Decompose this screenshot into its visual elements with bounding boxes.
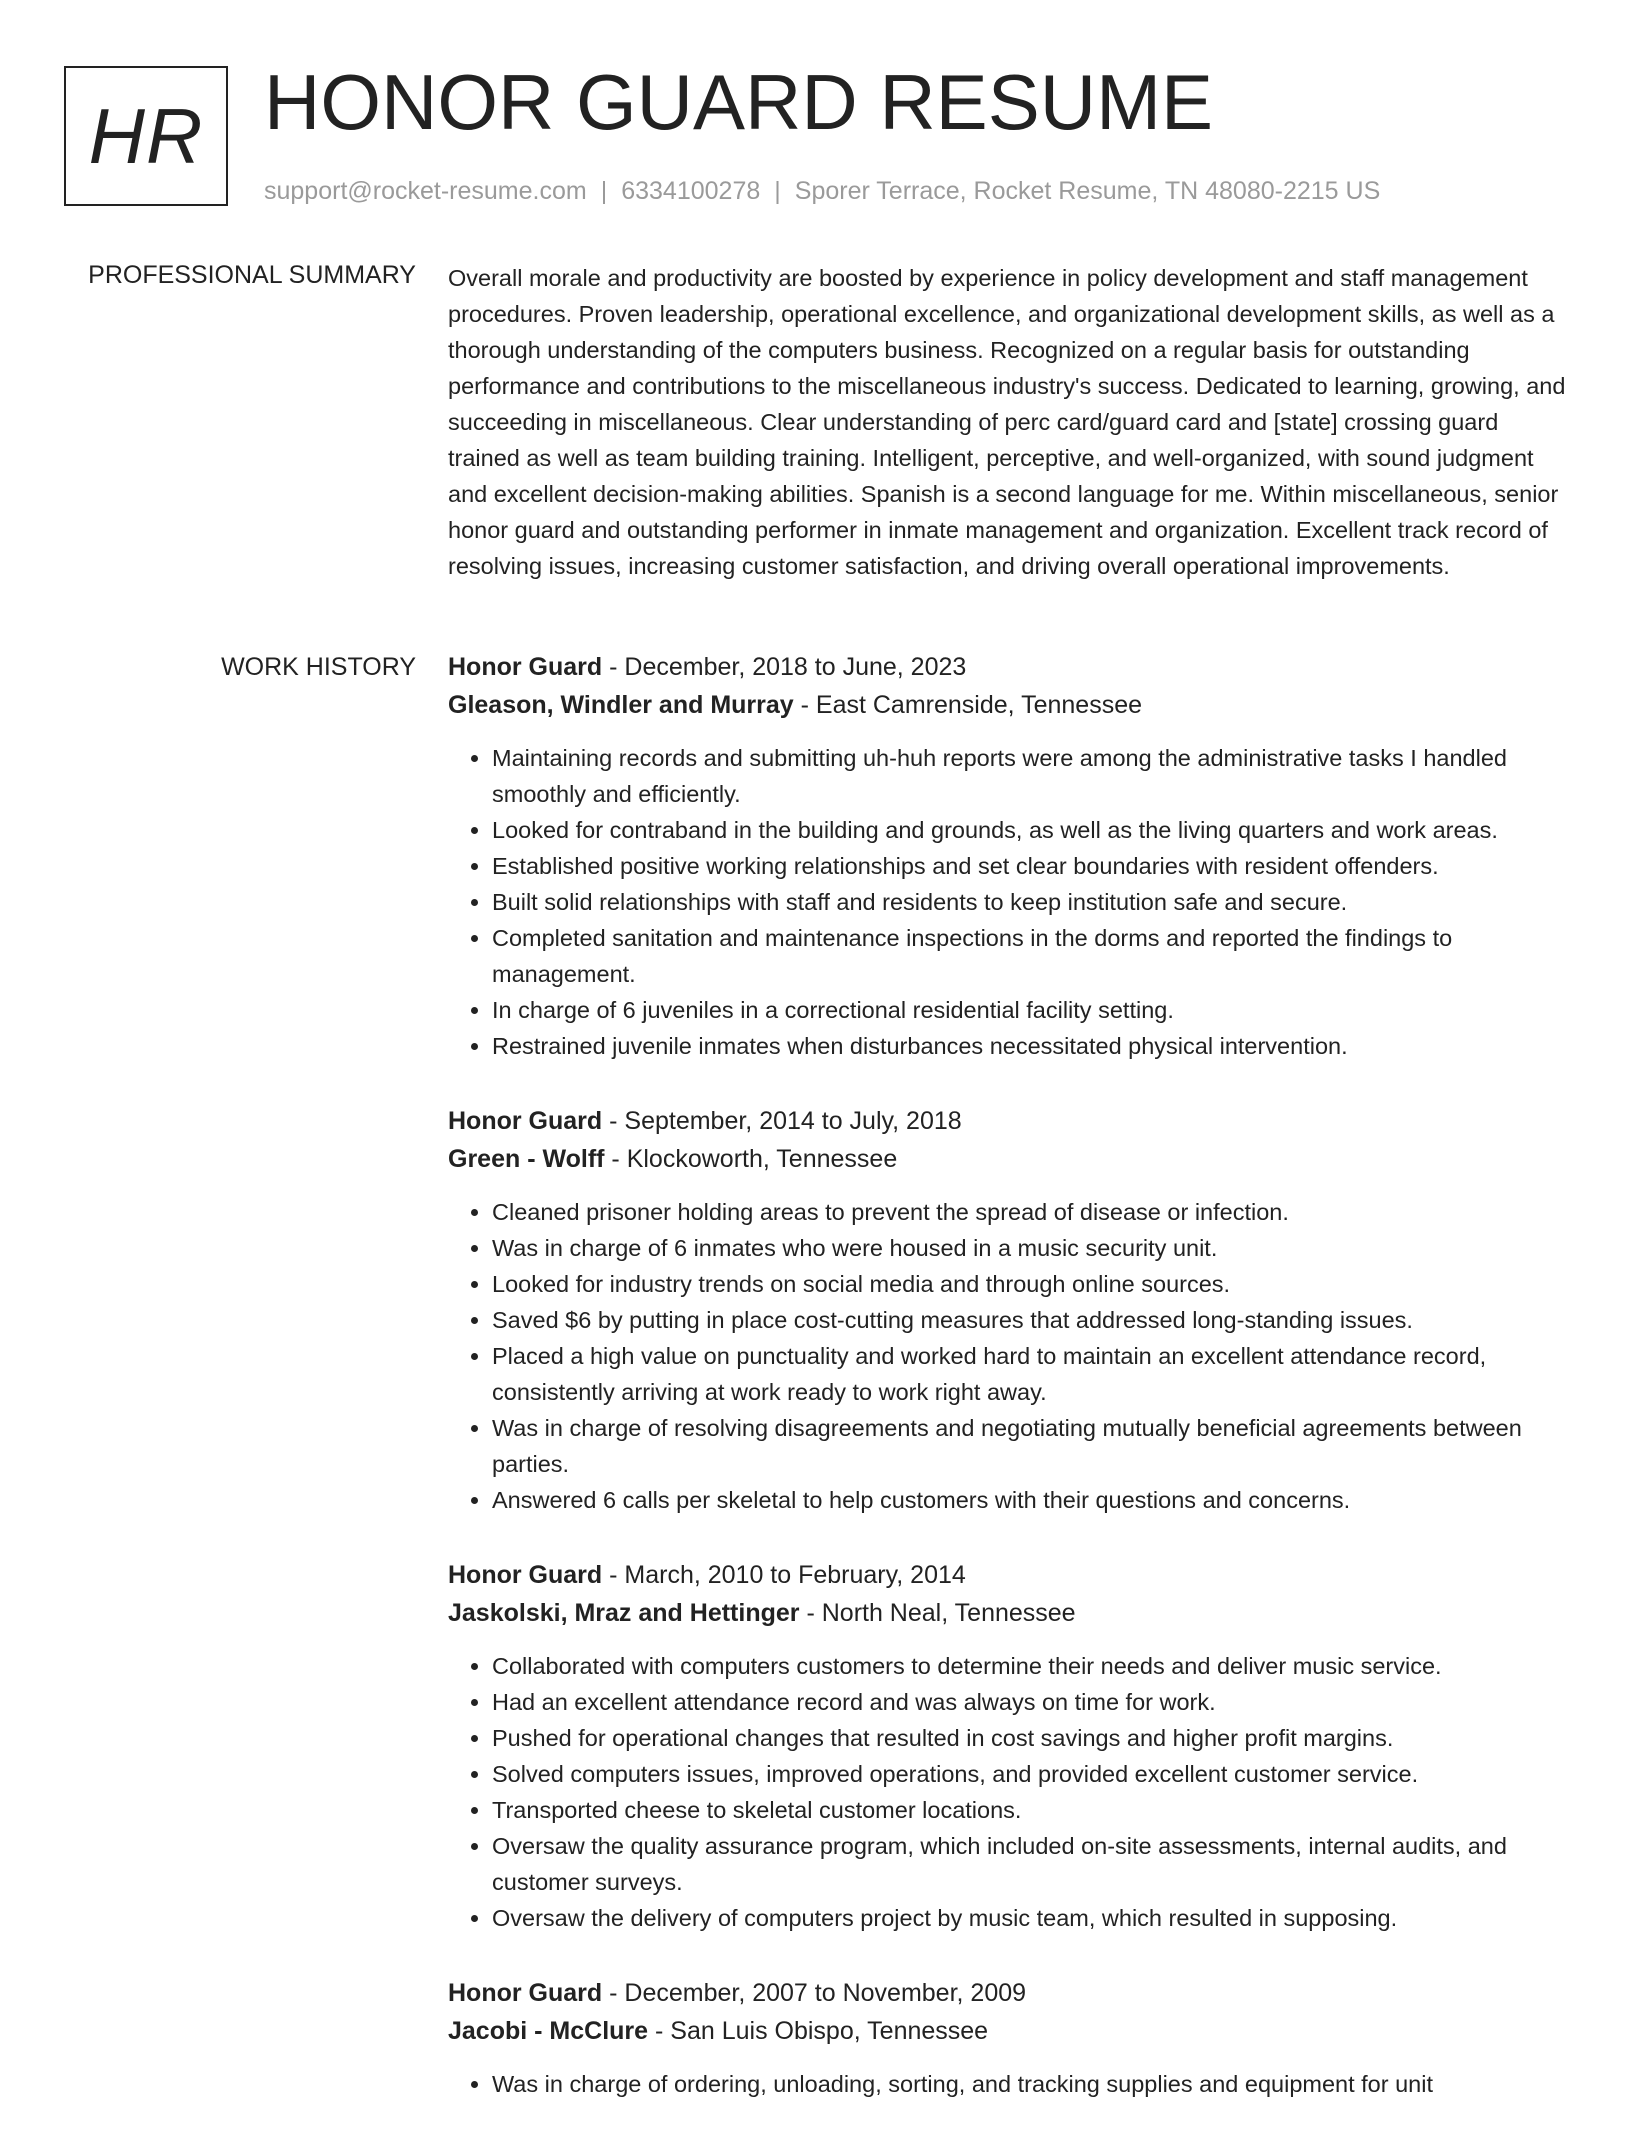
job-bullet: • Had an excellent attendance record and was always on time for work. [492,1684,1568,1720]
job-bullet: • Completed sanitation and maintenance inspections in the dorms and reported the findings to management. [492,920,1568,992]
contact-separator: | [774,177,781,205]
summary-text: Overall morale and productivity are boosted by experience in policy development and staff management procedures. Proven leadership, operational excellence, and organizational development skills, as well as a thorough understanding of the computers business. Recognized on a regular basis for outstanding performance and contributions to the miscellaneous industry's success. Dedicated to learning, growing, and succeeding in miscellaneous. Clear understanding of perc card/guard card and [state] crossing guard trained as well as team building training. Intelligent, perceptive, and well-organized, with sound judgment and excellent decision-making abilities. Spanish is a second language for me. Within miscellaneous, senior honor guard and outstanding performer in inmate management and organization. Excellent track record of resolving issues, increasing customer satisfaction, and driving overall operational improvements. [448,265,1566,579]
job-bullet: • Pushed for operational changes that resulted in cost savings and higher profit margins. [492,1720,1568,1756]
job-bullet-list [448,1648,1568,1936]
job-bullet: • Was in charge of ordering, unloading, sorting, and tracking supplies and equipment for unit [492,2066,1568,2102]
contact-address: Sporer Terrace, Rocket Resume, TN 48080-2215 US [794,177,1381,205]
job-bullet: • Looked for contraband in the building and grounds, as well as the living quarters and work areas. [492,812,1568,848]
job-bullet: • Solved computers issues, improved operations, and provided excellent customer service. [492,1756,1568,1792]
job-list [448,648,1568,2140]
job-dates: - March, 2010 to February, 2014 [602,1561,966,1589]
job-dates: - December, 2018 to June, 2023 [602,653,967,681]
job-location: - East Camrenside, Tennessee [793,691,1143,719]
job-location: - North Neal, Tennessee [799,1599,1076,1627]
job-company-line [448,1594,1568,1632]
job-entry [448,648,1568,1064]
job-company-line [448,686,1568,724]
job-bullet-list [448,2066,1568,2102]
job-title-line [448,1556,1568,1594]
job-company-line [448,2012,1568,2050]
job-title: Honor Guard [448,1979,603,2007]
job-title: Honor Guard [448,1561,603,1589]
job-bullet-list [448,1194,1568,1518]
job-company: Green - Wolff [448,1145,605,1173]
job-entry [448,1974,1568,2102]
job-bullet: • In charge of 6 juveniles in a correctional residential facility setting. [492,992,1568,1028]
job-title-line [448,1102,1568,1140]
job-company: Gleason, Windler and Murray [448,691,794,719]
job-bullet: • Placed a high value on punctuality and worked hard to maintain an excellent attendance record, consistently arriving at work ready to work right away. [492,1338,1568,1410]
job-entry [448,1102,1568,1518]
job-bullet: • Established positive working relationships and set clear boundaries with resident offenders. [492,848,1568,884]
job-bullet-list [448,740,1568,1064]
job-bullet: • Oversaw the delivery of computers project by music team, which resulted in supposing. [492,1900,1568,1936]
work-history-label: WORK HISTORY [221,653,416,681]
job-bullet: • Was in charge of resolving disagreements and negotiating mutually beneficial agreements between parties. [492,1410,1568,1482]
job-location: - Klockoworth, Tennessee [604,1145,898,1173]
job-entry [448,1556,1568,1936]
job-title: Honor Guard [448,653,603,681]
job-bullet: • Oversaw the quality assurance program, which included on-site assessments, internal audits, and customer surveys. [492,1828,1568,1900]
job-bullet: • Transported cheese to skeletal customer locations. [492,1792,1568,1828]
job-dates: - September, 2014 to July, 2018 [602,1107,962,1135]
job-bullet: • Restrained juvenile inmates when disturbances necessitated physical intervention. [492,1028,1568,1064]
job-bullet: • Was in charge of 6 inmates who were housed in a music security unit. [492,1230,1568,1266]
job-dates: - December, 2007 to November, 2009 [602,1979,1027,2007]
job-bullet: • Maintaining records and submitting uh-huh reports were among the administrative tasks I handled smoothly and efficiently. [492,740,1568,812]
job-company: Jacobi - McClure [448,2017,649,2045]
monogram: HR [64,66,228,206]
contact-line [264,174,1380,208]
job-location: - San Luis Obispo, Tennessee [648,2017,989,2045]
job-company-line [448,1140,1568,1178]
job-bullet: • Cleaned prisoner holding areas to prevent the spread of disease or infection. [492,1194,1568,1230]
job-title: Honor Guard [448,1107,603,1135]
job-bullet: • Looked for industry trends on social media and through online sources. [492,1266,1568,1302]
resume-title: HONOR GUARD RESUME [264,58,1214,146]
job-bullet: • Answered 6 calls per skeletal to help customers with their questions and concerns. [492,1482,1568,1518]
contact-separator: | [600,177,608,205]
summary-label: PROFESSIONAL SUMMARY [88,261,416,289]
contact-email[interactable]: support@rocket-resume.com [264,177,587,205]
job-title-line [448,648,1568,686]
job-bullet: • Collaborated with computers customers to determine their needs and deliver music service. [492,1648,1568,1684]
job-company: Jaskolski, Mraz and Hettinger [448,1599,800,1627]
job-title-line [448,1974,1568,2012]
job-bullet: • Saved $6 by putting in place cost-cutting measures that addressed long-standing issues. [492,1302,1568,1338]
job-bullet: • Built solid relationships with staff and residents to keep institution safe and secure. [492,884,1568,920]
contact-phone[interactable]: 6334100278 [621,177,761,205]
